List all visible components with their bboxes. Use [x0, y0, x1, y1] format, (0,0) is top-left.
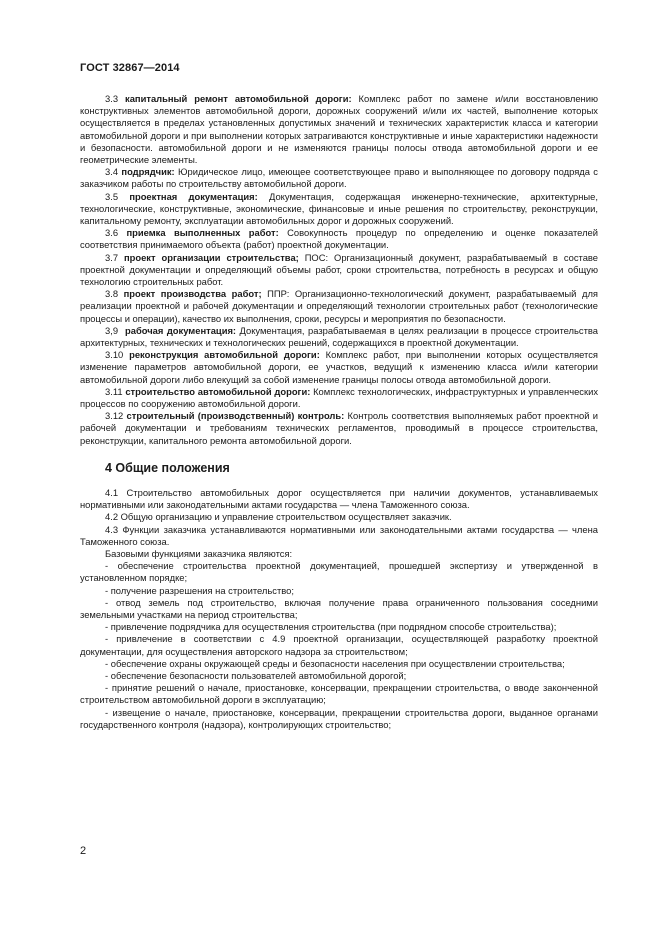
definition-3-6: 3.6 приемка выполненных работ: Совокупность процедур по определению и оценке показателей соответствия принимаемого объекта (работ) проектной документации.	[80, 227, 599, 251]
paragraph-4-3: 4.3 Функции заказчика устанавливаются нормативными или законодательными актами государства — члена Таможенного союза.	[80, 523, 598, 547]
definition-3-5: 3.5 проектная документация: Документация, содержащая инженерно-технические, архитектурные, технологические, конструктивные, экономические, финансовые и иные решения по строительству, реконструкции, капитальному ремонту, эксплуатации автомобильных дорог и дорожных сооружений.	[80, 190, 598, 227]
list-item: - извещение о начале, приостановке, консервации, прекращении строительства дороги, выданное органами государственного контроля (надзора), контролирующих строительство;	[80, 706, 598, 730]
list-item: - обеспечение строительства проектной документацией, прошедшей экспертизу и утвержденной в установленном порядке;	[80, 560, 598, 584]
section-heading: 4 Общие положения	[105, 460, 230, 475]
definition-3-4: 3.4 подрядчик: Юридическое лицо, имеющее соответствующее право и выполняющее по договору подряда с заказчиком работы по строительству автомобильной дороги.	[80, 166, 598, 190]
list-item: - обеспечение безопасности пользователей автомобильной дорогой;	[105, 669, 407, 681]
definition-3-7: 3.7 проект организации строительства; ПОС: Организационный документ, разрабатываемый в составе проектной документации и определяющий объемы работ, сроки строительства, потребность в ресурсах и общую технологию строительных работ.	[80, 251, 598, 288]
list-item: - обеспечение охраны окружающей среды и безопасности населения при осуществлении строительства;	[105, 657, 565, 669]
paragraph-intro: Базовыми функциями заказчика являются:	[105, 547, 293, 559]
list-item: - получение разрешения на строительство;	[105, 584, 294, 596]
page-number: 2	[80, 845, 87, 857]
definition-3-12: 3.12 строительный (производственный) контроль: Контроль соответствия выполняемых работ проектной и рабочей документации и требованиям технических регламентов, проводимый в процессе строительства, реконструкции, капитального ремонта автомобильной дороги.	[80, 410, 598, 446]
list-item: - отвод земель под строительство, включая получение права ограниченного пользования соседними земельными участками на период строительства;	[80, 596, 598, 620]
standard-header: ГОСТ 32867—2014	[80, 62, 180, 74]
list-item: - привлечение в соответствии с 4.9 проектной организации, осуществляющей разработку проектной документации, для осуществления авторского надзора за строительством;	[80, 633, 598, 657]
definition-3-10: 3.10 реконструкция автомобильной дороги: Комплекс работ, при выполнении которых осуществляется изменение параметров автомобильной дороги, ее участков, ведущий к изменению класса и/или категории автомобильной дороги либо влекущий за собой изменение границы полосы отвода автомобильной дороги.	[80, 349, 599, 385]
definition-3-8: 3.8 проект производства работ; ППР: Организационно-технологический документ, разрабатываемый для реализации проектной и рабочей документации и определяющий технологии строительных работ (технологические процессы и операции), качество их выполнения, сроки, ресурсы и мероприятия по безопасности.	[80, 288, 598, 324]
list-item: - принятие решений о начале, приостановке, консервации, прекращении строительства, о вводе законченной строительством автомобильной дороги в эксплуатацию;	[80, 682, 598, 706]
definition-3-11: 3.11 строительство автомобильной дороги: Комплекс технологических, инфраструктурных и управленческих процессов по сооружению автомобильной дороги.	[80, 385, 599, 410]
paragraph-4-2: 4.2 Общую организацию и управление строительством осуществляет заказчик.	[105, 511, 452, 523]
page-content	[80, 93, 598, 731]
paragraph-4-1: 4.1 Строительство автомобильных дорог осуществляется при наличии документов, устанавливаемых нормативными или законодательными актами государства — члена Таможенного союза.	[80, 486, 598, 511]
list-item: - привлечение подрядчика для осуществления строительства (при подрядном способе строительства);	[105, 621, 557, 633]
definition-3-9: 3,9 рабочая документация: Документация, разрабатываемая в целях реализации в процессе строительства архитектурных, технических и технологических решений, содержащихся в проектной документации.	[80, 324, 598, 349]
definition-3-3: 3.3 капитальный ремонт автомобильной дороги: Комплекс работ по замене и/или восстановлению конструктивных элементов автомобильной дороги, дорожных сооружений и/или их частей, выполнение которых осуществляется в пределах установленных допустимых значений и технических характеристик класса и категории автомобильной дороги и при выполнении которых затрагиваются конструктивные и иные характеристики надежности и безопасности. автомобильной дороги и не изменяются границы полосы отвода автомобильной дороги и ее геометрические элементы.	[80, 93, 598, 166]
